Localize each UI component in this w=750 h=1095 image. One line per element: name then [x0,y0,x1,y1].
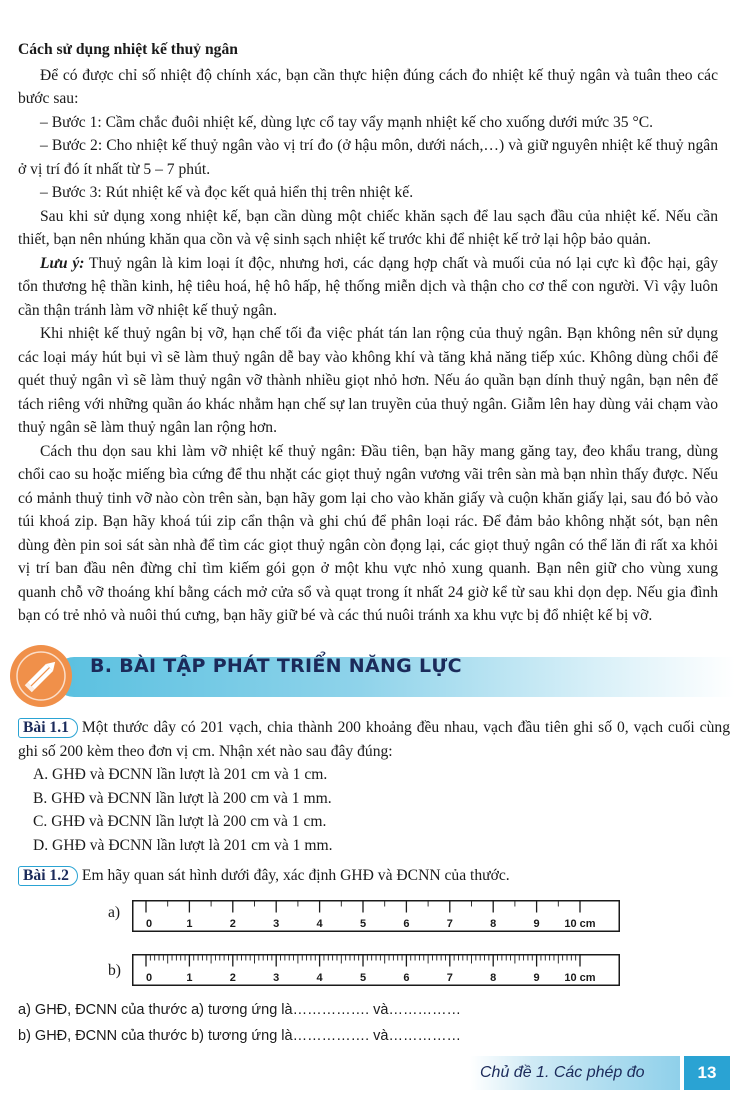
intro-paragraph: Để có được chỉ số nhiệt độ chính xác, bạn cần thực hiện đúng cách đo nhiệt kế thuỷ ngân và tuân theo các bước sau: [18,66,718,107]
step-2: – Bước 2: Cho nhiệt kế thuỷ ngân vào vị trí đo (ở hậu môn, dưới nách,…) và giữ nguyên nhiệt kế thuỷ ngân ở vị trí đó ít nhất từ 5 – 7 phút. [18,137,718,178]
ruler-number: 0 [146,918,153,930]
ruler-number: 4 [316,918,323,930]
exercise-badge: Bài 1.2 [18,866,78,886]
ruler-b-label: b) [108,962,121,979]
pencil-icon [10,645,72,707]
ruler-number: 7 [446,972,453,984]
ruler-number: 8 [490,972,497,984]
question-text: Em hãy quan sát hình dưới đây, xác định GHĐ và ĐCNN của thước. [81,867,510,884]
option-c: C. GHĐ và ĐCNN lần lượt là 200 cm và 1 cm. [33,813,327,830]
ruler-number: 2 [229,918,236,930]
ruler-number: 1 [186,918,193,930]
ruler-number: 3 [273,972,280,984]
ruler-a [132,900,620,932]
ruler-number: 10 cm [564,918,596,930]
ruler-number: 0 [146,972,153,984]
option-b: B. GHĐ và ĐCNN lần lượt là 200 cm và 1 mm. [33,789,332,807]
question-text: Một thước dây có 201 vạch, chia thành 200 khoảng đều nhau, vạch đầu tiên ghi số 0, vạch cuối cùng ghi số 200 kèm theo đơn vị cm. Nhận xét nào sau đây đúng: [18,719,730,760]
banner-title: B. BÀI TẬP PHÁT TRIỂN NĂNG LỰC [90,655,462,677]
section-heading: Cách sử dụng nhiệt kế thuỷ ngân [18,41,238,58]
ruler-number: 9 [533,972,540,984]
exercise-1-1-question [18,716,730,763]
broken-paragraph: Khi nhiệt kế thuỷ ngân bị vỡ, hạn chế tối đa việc phát tán lan rộng của thuỷ ngân. Bạn không nên sử dụng các loại máy hút bụi vì sẽ làm thuỷ ngân dễ bay vào không khí và tăng khả năng tiếp xúc. Không dùng chổi để quét thuỷ ngân vì sẽ làm thuỷ ngân vỡ thành nhiều giọt nhỏ hơn. Nếu áo quần bạn dính thuỷ ngân, bạn nên để tách riêng với những quần áo khác nhằm hạn chế sự lan truyền của thuỷ ngân. Giẫm lên hay dùng vải chạm vào thuỷ ngân sẽ làm thuỷ ngân lan rộng hơn. [18,325,718,436]
answer-line-a: a) GHĐ, ĐCNN của thước a) tương ứng là……………. và…………… [18,1002,461,1018]
cleanup-paragraph: Cách thu dọn sau khi làm vỡ nhiệt kế thuỷ ngân: Đầu tiên, bạn hãy mang găng tay, đeo khẩu trang, dùng chổi cao su hoặc miếng bìa cứng để thu nhặt các giọt thuỷ ngân vương vãi trên sàn mà bạn nhìn thấy được. Nếu có mảnh thuỷ tinh vỡ nào còn trên sàn, bạn hãy gom lại cho vào khăn giấy và cuộn khăn giấy lại, sau đó bỏ vào túi khoá zip. Bạn hãy khoá túi zip cẩn thận và ghi chú để phân loại rác. Để đảm bảo không nhặt sót, bạn nên dùng đèn pin soi sát sàn nhà để tìm các giọt thuỷ ngân còn đọng lại, các giọt thuỷ ngân có thể lăn đi rất xa khỏi vị trí ban đầu nên đừng chỉ tìm kiếm gói gọn ở một khu vực nhỏ xung quanh. Bạn nên giữ cho vùng xung quanh chỗ vỡ thoáng khí bằng cách mở cửa sổ và quạt trong ít nhất 24 giờ kể từ sau khi dọn dẹp. Nếu gia đình bạn có trẻ nhỏ và nuôi thú cưng, bạn hãy giữ bé và các thú nuôi tránh xa khu vực bị đổ nhiệt kế bị vỡ. [18,442,718,624]
ruler-b [132,954,620,986]
ruler-number: 2 [229,972,236,984]
ruler-number: 1 [186,972,193,984]
reading-section [18,38,718,628]
after-use-paragraph: Sau khi sử dụng xong nhiệt kế, bạn cần dùng một chiếc khăn sạch để lau sạch đầu của nhiệt kế. Nếu cần thiết, bạn nên nhúng khăn qua cồn và vệ sinh sạch nhiệt kế trước khi để nhiệt kế trở lại hộp bảo quản. [18,207,718,248]
ruler-frame [133,901,620,932]
ruler-number: 6 [403,918,410,930]
ruler-number: 6 [403,972,410,984]
exercise-badge: Bài 1.1 [18,718,78,738]
ruler-number: 8 [490,918,497,930]
step-3: – Bước 3: Rút nhiệt kế và đọc kết quả hiển thị trên nhiệt kế. [40,184,414,201]
note-paragraph [18,252,718,323]
note-text: Thuỷ ngân là kim loại ít độc, nhưng hơi, các dạng hợp chất và muối của nó lại cực kì độc hại, gây tổn thương hệ thần kinh, hệ tiêu hoá, hệ hô hấp, hệ thống miễn dịch và thận cho cơ thể con người. Vì vậy luôn cần thận tránh làm vỡ nhiệt kế thuỷ ngân. [18,254,718,319]
ruler-number: 9 [533,918,540,930]
answer-line-b: b) GHĐ, ĐCNN của thước b) tương ứng là……………. và…………… [18,1028,461,1044]
ruler-number: 4 [316,972,323,984]
step-1: – Bước 1: Cầm chắc đuôi nhiệt kế, dùng lực cổ tay vẩy mạnh nhiệt kế cho xuống dưới mức 35 °C. [40,113,654,131]
exercise-1-2 [18,864,730,888]
footer-title: Chủ đề 1. Các phép đo [480,1064,645,1081]
ruler-number: 3 [273,918,280,930]
page-number: 13 [684,1056,730,1090]
option-d: D. GHĐ và ĐCNN lần lượt là 201 cm và 1 mm. [33,836,333,854]
ruler-number: 5 [359,972,367,984]
ruler-number: 7 [446,918,453,930]
exercise-banner [10,645,735,707]
ruler-a-label: a) [108,904,121,921]
exercise-1-2-question [18,864,730,888]
ruler-number: 10 cm [564,972,596,984]
exercise-1-1 [18,716,730,857]
note-label: Lưu ý: [40,254,85,272]
option-a: A. GHĐ và ĐCNN lần lượt là 201 cm và 1 cm. [33,766,328,783]
ruler-number: 5 [359,918,367,930]
